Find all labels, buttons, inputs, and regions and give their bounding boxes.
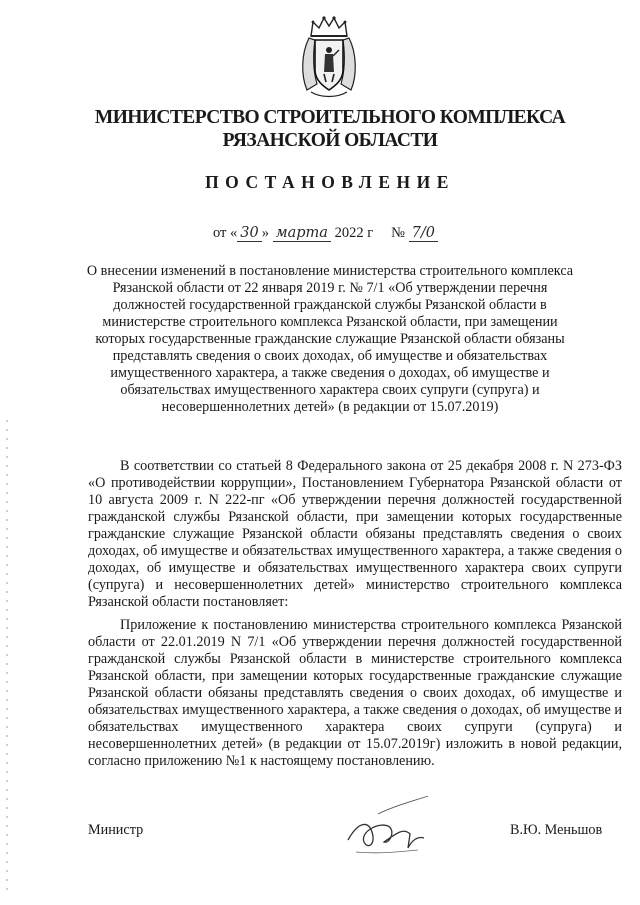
- ministry-name: [60, 106, 600, 152]
- ministry-name-line1: МИНИСТЕРСТВО СТРОИТЕЛЬНОГО КОМПЛЕКСА: [94, 107, 566, 128]
- margin-scan-mark: [6, 420, 8, 890]
- document-type-title: ПОСТАНОВЛЕНИЕ: [205, 172, 455, 192]
- date-prefix: от «: [213, 225, 238, 241]
- coat-of-arms-icon: [297, 14, 361, 98]
- signatory-name: В.Ю. Меньшов: [510, 822, 603, 838]
- date-quote-close: »: [261, 225, 269, 241]
- date-month: марта: [273, 225, 331, 242]
- date-day: 30: [237, 225, 261, 242]
- number-prefix: №: [391, 225, 405, 241]
- handwritten-signature: [338, 792, 438, 862]
- document-subject: О внесении изменений в постановление министерства строительного комплекса Рязанской области от 22 января 2019 г. № 7/1 «Об утверждении перечня должностей государственной гражданской службы Рязанской области в министерстве строительного комплекса Рязанской области, при замещении которых государственные гражданские служащие Рязанской области обязаны представлять сведения о своих доходах, об имуществе и обязательствах имущественного характера, а также сведения о доходах, об имуществе и обязательствах имущественного характера своих супруги (супруга) и несовершеннолетних детей» (в редакции от 15.07.2019): [86, 263, 574, 415]
- document-number: 7/0: [409, 225, 438, 242]
- signatory-title: Министр: [88, 822, 144, 838]
- date-and-number-line: [213, 225, 438, 242]
- body-paragraph-1: В соответствии со статьей 8 Федерального закона от 25 декабря 2008 г. N 273-ФЗ «О противодействии коррупции», Постановлением Губернатора Рязанской области от 10 августа 2009 г. N 222-пг «Об утверждении перечня должностей государственной гражданской службы Рязанской области, при замещении которых государственные гражданские служащие Рязанской области обязаны представлять сведения о своих доходах, об имуществе и обязательствах имущественного характера, а также сведения о доходах, об имуществе и обязательствах имущественного характера своих супруги (супруга) и несовершеннолетних детей» министерство строительного комплекса Рязанской области постановляет:: [88, 458, 622, 610]
- body-paragraph-2: Приложение к постановлению министерства строительного комплекса Рязанской области от 22.01.2019 N 7/1 «Об утверждении перечня должностей государственной гражданской службы Рязанской области в министерстве строительного комплекса Рязанской области, при замещении которых государственные гражданские служащие Рязанской области обязаны представлять сведения о своих доходах, об имуществе и обязательствах имущественного характера, а также сведения о доходах, об имуществе и обязательствах имущественного характера своих супруги (супруга) и несовершеннолетних детей» (в редакции от 15.07.2019г) изложить в новой редакции, согласно приложению №1 к настоящему постановлению.: [88, 617, 622, 769]
- date-year: 2022 г: [334, 225, 374, 241]
- ministry-name-line2: РЯЗАНСКОЙ ОБЛАСТИ: [222, 130, 438, 151]
